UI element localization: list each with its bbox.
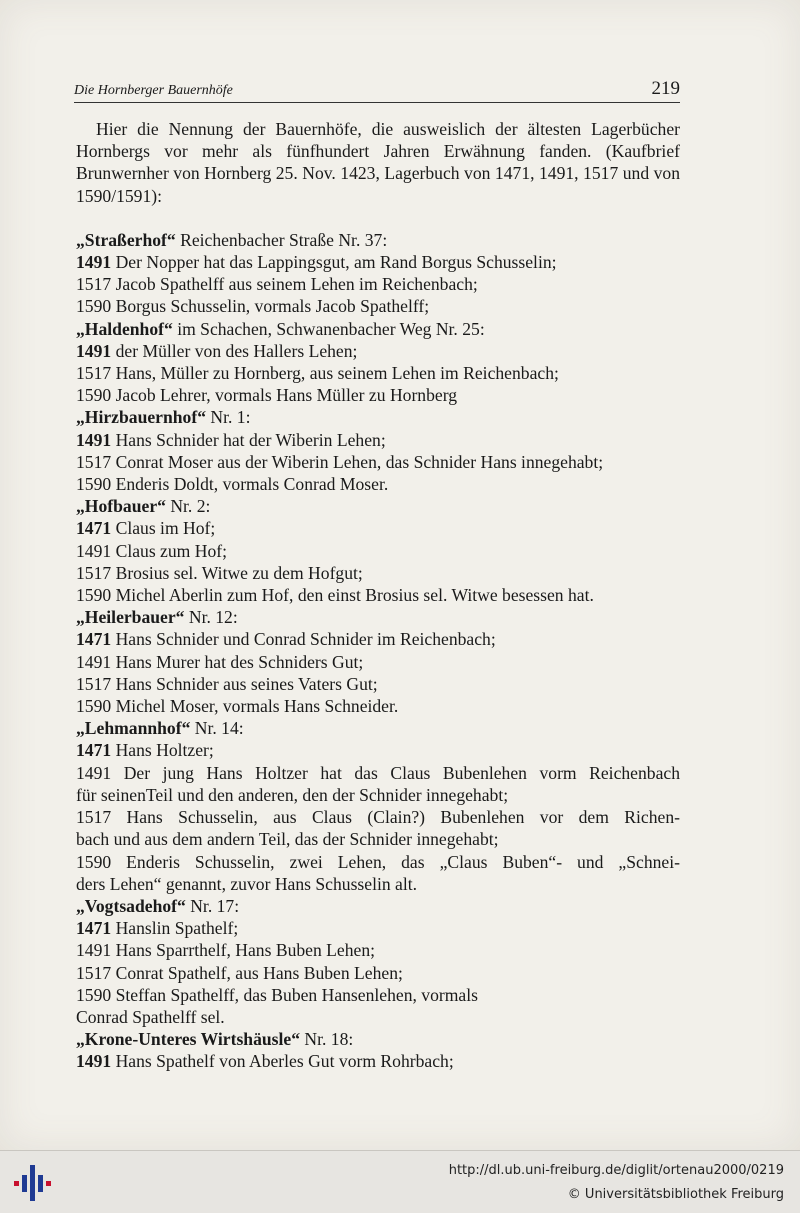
- entry-text: 1517 Conrat Moser aus der Wiberin Lehen, das Schnider Hans innegehabt;: [76, 451, 604, 472]
- list-line: [76, 784, 680, 806]
- page-number: 219: [651, 78, 680, 99]
- entry-text: 1517 Jacob Spathelff aus seinem Lehen im Reichenbach;: [76, 274, 478, 295]
- entry-text: im Schachen, Schwanenbacher Weg Nr. 25:: [172, 318, 485, 339]
- entry-text: 1517 Brosius sel. Witwe zu dem Hofgut;: [76, 562, 363, 583]
- entry-text: Nr. 2:: [165, 496, 211, 517]
- list-line: [76, 562, 680, 584]
- viewer-footer: [0, 1150, 800, 1213]
- entry-text: bach und aus dem andern Teil, das der Schnider innegehabt;: [76, 829, 499, 850]
- list-line: [76, 384, 680, 406]
- entry-heading: „Hirzbauernhof“: [76, 407, 206, 428]
- list-line: [76, 517, 680, 539]
- list-line: [76, 229, 680, 251]
- entry-text: Nr. 12:: [184, 607, 238, 628]
- list-line: [76, 584, 680, 606]
- list-line: [76, 895, 680, 917]
- entry-heading: 1471: [76, 740, 112, 761]
- list-line: [76, 806, 680, 828]
- source-url-link[interactable]: http://dl.ub.uni-freiburg.de/diglit/ortenau2000/0219: [448, 1163, 784, 1178]
- list-line: [76, 828, 680, 850]
- entry-text: 1491 Hans Murer hat des Schniders Gut;: [76, 651, 364, 672]
- entry-text: ders Lehen“ genannt, zuvor Hans Schusselin alt.: [76, 873, 418, 894]
- entry-text: 1517 Conrat Spathelf, aus Hans Buben Lehen;: [76, 962, 403, 983]
- entry-heading: 1491: [76, 429, 112, 450]
- entry-text: Nr. 18:: [300, 1029, 354, 1050]
- entry-text: Reichenbacher Straße Nr. 37:: [175, 229, 388, 250]
- running-head: Die Hornberger Bauernhöfe: [74, 83, 233, 98]
- entry-text: 1491 Der jung Hans Holtzer hat das Claus Bubenlehen vorm Reichenbach: [76, 762, 680, 783]
- entry-text: Hans Schnider und Conrad Schnider im Reichenbach;: [111, 629, 496, 650]
- list-line: [76, 762, 680, 784]
- entry-text: 1590 Enderis Doldt, vormals Conrad Moser.: [76, 474, 389, 495]
- list-line: [76, 429, 680, 451]
- list-line: [76, 362, 680, 384]
- entry-text: 1590 Michel Aberlin zum Hof, den einst Brosius sel. Witwe besessen hat.: [76, 585, 594, 606]
- list-line: [76, 1050, 680, 1072]
- list-line: [76, 851, 680, 873]
- list-line: [76, 273, 680, 295]
- list-line: [76, 451, 680, 473]
- list-line: [76, 406, 680, 428]
- list-line: [76, 651, 680, 673]
- entry-heading: 1471: [76, 918, 112, 939]
- entry-text: 1517 Hans, Müller zu Hornberg, aus seinem Lehen im Reichenbach;: [76, 363, 559, 384]
- copyright-notice: © Universitätsbibliothek Freiburg: [567, 1187, 784, 1202]
- list-line: [76, 962, 680, 984]
- entry-heading: „Vogtsadehof“: [76, 895, 186, 916]
- entry-heading: 1471: [76, 518, 112, 539]
- entry-heading: „Hofbauer“: [76, 496, 166, 517]
- entry-text: 1517 Hans Schnider aus seines Vaters Gut;: [76, 673, 378, 694]
- list-line: [76, 1028, 680, 1050]
- entry-text: 1590 Borgus Schusselin, vormals Jacob Spathelff;: [76, 296, 430, 317]
- list-line: [76, 984, 680, 1006]
- entry-heading: 1491: [76, 1051, 112, 1072]
- list-line: [76, 673, 680, 695]
- entry-heading: „Krone-Unteres Wirtshäusle“: [76, 1029, 300, 1050]
- entry-text: Hans Holtzer;: [111, 740, 214, 761]
- list-line: [76, 295, 680, 317]
- entry-text: Der Nopper hat das Lappingsgut, am Rand Borgus Schusselin;: [111, 252, 557, 273]
- entry-heading: „Heilerbauer“: [76, 607, 185, 628]
- list-line: [76, 340, 680, 362]
- list-line: [76, 717, 680, 739]
- entry-text: Hanslin Spathelf;: [111, 918, 239, 939]
- list-line: [76, 917, 680, 939]
- entry-heading: 1491: [76, 340, 112, 361]
- list-line: [76, 939, 680, 961]
- list-line: [76, 495, 680, 517]
- entry-text: 1590 Jacob Lehrer, vormals Hans Müller zu Hornberg: [76, 385, 458, 406]
- entry-heading: 1471: [76, 629, 112, 650]
- page-header: [74, 76, 680, 103]
- ub-freiburg-logo-icon[interactable]: [12, 1163, 52, 1203]
- entry-text: 1590 Enderis Schusselin, zwei Lehen, das „Claus Buben“- und „Schnei-: [76, 851, 680, 872]
- list-line: [76, 540, 680, 562]
- entry-heading: 1491: [76, 252, 112, 273]
- list-line: [76, 473, 680, 495]
- entry-text: Nr. 17:: [185, 895, 240, 916]
- list-line: [76, 318, 680, 340]
- entry-text: Nr. 14:: [190, 718, 244, 739]
- list-line: [76, 695, 680, 717]
- entry-text: Claus im Hof;: [111, 518, 216, 539]
- entry-text: der Müller von des Hallers Lehen;: [111, 340, 358, 361]
- entry-text: Conrad Spathelff sel.: [76, 1006, 225, 1027]
- entry-text: für seinenTeil und den anderen, den der Schnider innegehabt;: [76, 784, 509, 805]
- entry-heading: „Haldenhof“: [76, 318, 173, 339]
- list-line: [76, 1006, 680, 1028]
- farm-list: [76, 229, 680, 1073]
- entry-text: 1590 Steffan Spathelff, das Buben Hansenlehen, vormals: [76, 984, 478, 1005]
- entry-heading: „Straßerhof“: [76, 229, 176, 250]
- list-line: [76, 739, 680, 761]
- entry-text: 1590 Michel Moser, vormals Hans Schneider.: [76, 696, 399, 717]
- list-line: [76, 606, 680, 628]
- entry-text: Nr. 1:: [206, 407, 251, 428]
- body-text: [76, 118, 680, 1073]
- list-line: [76, 873, 680, 895]
- entry-text: Hans Schnider hat der Wiberin Lehen;: [111, 429, 386, 450]
- entry-text: 1491 Hans Sparrthelf, Hans Buben Lehen;: [76, 940, 376, 961]
- entry-heading: „Lehmannhof“: [76, 718, 191, 739]
- list-line: [76, 251, 680, 273]
- entry-text: 1517 Hans Schusselin, aus Claus (Clain?) Bubenlehen vor dem Richen-: [76, 807, 680, 828]
- entry-text: 1491 Claus zum Hof;: [76, 540, 227, 561]
- entry-text: Hans Spathelf von Aberles Gut vorm Rohrbach;: [111, 1051, 454, 1072]
- intro-paragraph: Hier die Nennung der Bauernhöfe, die ausweislich der ältesten Lagerbücher Hornbergs vor mehr als fünfhundert Jahren Erwähnung fanden. (Kaufbrief Brunwernher von Hornberg 25. Nov. 1423, Lagerbuch von 1471, 1491, 1517 und von 1590/1591):: [76, 119, 680, 206]
- list-line: [76, 628, 680, 650]
